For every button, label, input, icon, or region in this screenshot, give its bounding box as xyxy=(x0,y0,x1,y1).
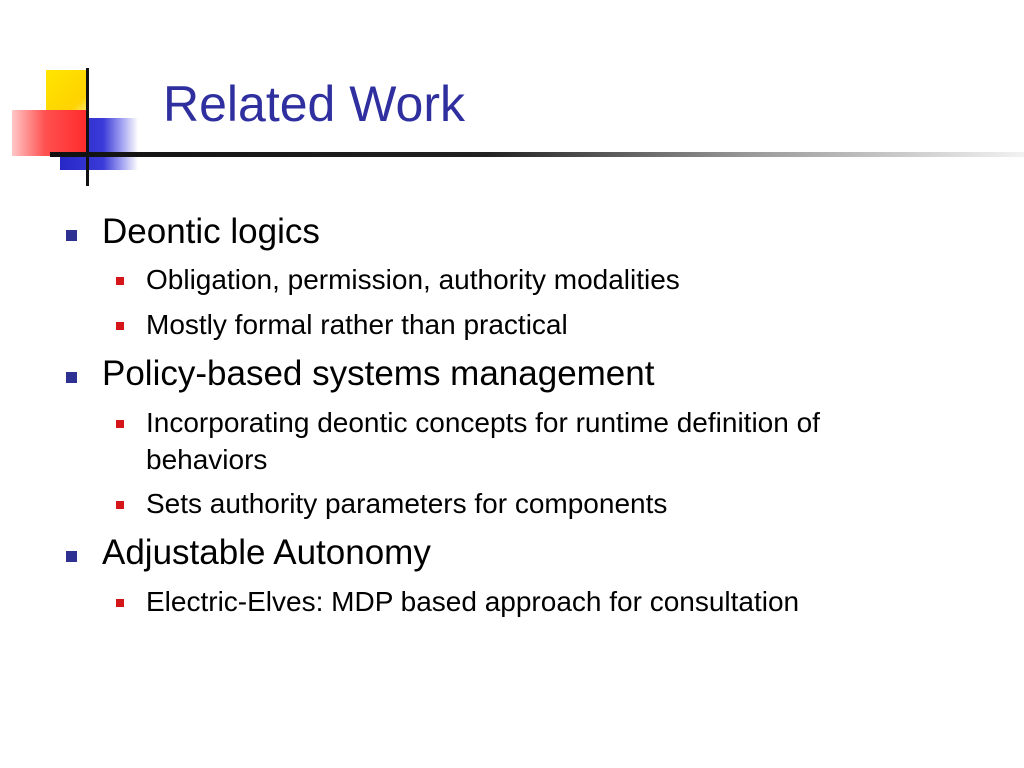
decorative-logo xyxy=(0,0,160,200)
logo-red-square xyxy=(12,110,86,156)
sub-bullet-text: Sets authority parameters for components xyxy=(146,488,668,519)
sub-bullet-text-line2: behaviors xyxy=(146,444,268,475)
logo-vertical-line xyxy=(86,68,89,186)
sub-bullet-text: Electric-Elves: MDP based approach for consultation xyxy=(146,586,800,617)
square-bullet-icon xyxy=(66,372,77,383)
square-bullet-icon xyxy=(116,420,124,428)
sub-bullet-item xyxy=(114,485,667,522)
square-bullet-icon xyxy=(116,599,124,607)
bullet-item xyxy=(64,354,654,394)
bullet-item xyxy=(64,212,320,252)
sub-bullet-item xyxy=(114,404,820,478)
square-bullet-icon xyxy=(116,501,124,509)
bullet-text: Deontic logics xyxy=(102,212,320,251)
bullet-item xyxy=(64,533,431,573)
title-underline xyxy=(50,152,1024,157)
sub-bullet-item xyxy=(114,261,680,298)
square-bullet-icon xyxy=(116,322,124,330)
sub-bullet-text-line1: Incorporating deontic concepts for runtime definition of xyxy=(146,407,820,438)
sub-bullet-text: Obligation, permission, authority modalities xyxy=(146,264,680,295)
bullet-text: Policy-based systems management xyxy=(102,354,655,393)
square-bullet-icon xyxy=(66,230,77,241)
sub-bullet-text: Mostly formal rather than practical xyxy=(146,309,568,340)
bullet-text: Adjustable Autonomy xyxy=(102,533,431,572)
slide-title: Related Work xyxy=(163,76,465,132)
square-bullet-icon xyxy=(116,277,124,285)
sub-bullet-item xyxy=(114,306,568,343)
square-bullet-icon xyxy=(66,551,77,562)
sub-bullet-item xyxy=(114,583,799,620)
